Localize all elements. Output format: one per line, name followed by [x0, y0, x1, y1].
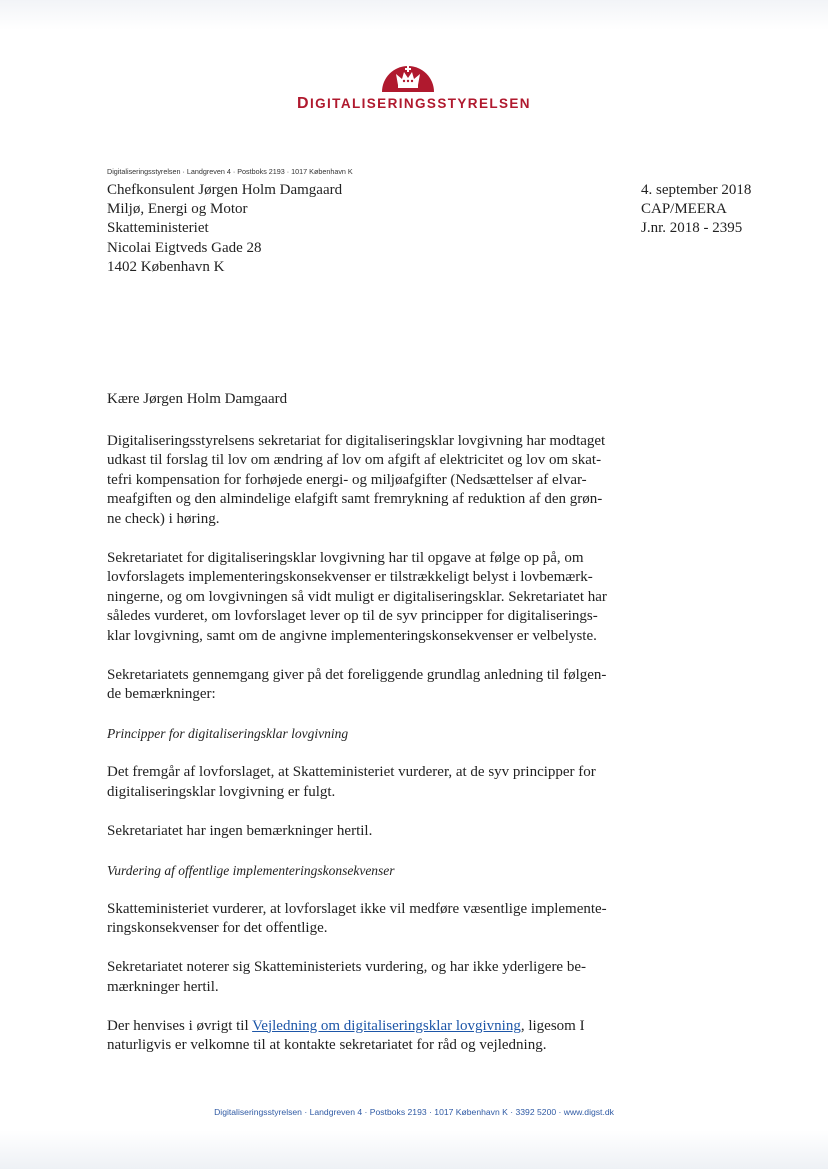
paragraph-no-remarks: Sekretariatet har ingen bemærkninger hertil. — [107, 822, 373, 839]
paragraph-assessment — [107, 900, 667, 939]
paragraph-notes — [107, 958, 667, 997]
crown-logo-icon — [380, 60, 436, 94]
paragraph-principles — [107, 763, 667, 802]
salutation: Kære Jørgen Holm Damgaard — [107, 391, 288, 407]
letter-initials: CAP/MEERA — [641, 201, 727, 218]
text-line: Sekretariatet for digitaliseringsklar lovgivning har til opgave at følge op på, om — [107, 549, 584, 566]
brand-name: DIGITALISERINGSSTYRELSEN — [297, 95, 531, 112]
sender-address-line: Digitaliseringsstyrelsen · Landgreven 4 · Postboks 2193 · 1017 København K — [107, 167, 353, 176]
section-heading: Vurdering af offentlige implementeringskonsekvenser — [107, 862, 395, 878]
text-line: tefri kompensation for forhøjede energi- og miljøafgifter (Nedsættelser af elvar- — [107, 471, 587, 488]
text-line: udkast til forslag til lov om ændring af lov om afgift af elektricitet og lov om skat- — [107, 452, 602, 468]
paragraph-closing — [107, 1017, 667, 1056]
letter-date: 4. september 2018 — [641, 182, 752, 198]
text-line: naturligvis er velkomne til at kontakte sekretariatet for råd og vejledning. — [107, 1037, 547, 1053]
recipient-line: Chefkonsulent Jørgen Holm Damgaard — [107, 182, 343, 198]
text-line: Det fremgår af lovforslaget, at Skatteministeriet vurderer, at de syv principper for — [107, 764, 596, 780]
recipient-line: Nicolai Eigtveds Gade 28 — [107, 239, 262, 256]
letter-body — [107, 390, 667, 1056]
recipient-line: 1402 København K — [107, 258, 225, 275]
recipient-line: Skatteministeriet — [107, 220, 209, 237]
paragraph-review — [107, 666, 667, 705]
text-line: mærkninger hertil. — [107, 978, 219, 995]
guidance-link[interactable]: Vejledning om digitaliseringsklar lovgivning — [252, 1017, 521, 1034]
text-line: ringskonsekvenser for det offentlige. — [107, 920, 328, 936]
recipient-address — [107, 181, 342, 277]
text-line: Skatteministeriet vurderer, at lovforslaget ikke vil medføre væsentlige implemente- — [107, 900, 607, 917]
text-line: således vurderet, om lovforslaget lever op til de syv principper for digitaliserings- — [107, 608, 598, 624]
text-line: Sekretariatet noterer sig Skatteministeriets vurdering, og har ikke yderligere be- — [107, 959, 586, 975]
text-line: Digitaliseringsstyrelsens sekretariat for digitaliseringsklar lovgivning har modtaget — [107, 432, 606, 449]
journal-number: J.nr. 2018 - 2395 — [641, 220, 743, 237]
text-line: Der henvises i øvrigt til Vejledning om digitaliseringsklar lovgivning, ligesom I — [107, 1017, 585, 1034]
text-line: lovforslagets implementeringskonsekvenser er tilstrækkeligt belyst i lovbemærk- — [107, 569, 593, 585]
text-line: klar lovgivning, samt om de angivne implementeringskonsekvenser er velbelyste. — [107, 627, 597, 644]
text-line: de bemærkninger: — [107, 686, 216, 702]
letter-meta — [641, 181, 751, 239]
text-line: Sekretariatets gennemgang giver på det foreliggende grundlag anledning til følgen- — [107, 666, 607, 683]
paragraph-task — [107, 549, 667, 647]
footer-address: Digitaliseringsstyrelsen · Landgreven 4 · Postboks 2193 · 1017 København K · 3392 5200 · www.digst.dk — [214, 1107, 614, 1117]
text-line: ningerne, og om lovgivningen så vidt muligt er digitaliseringsklar. Sekretariatet har — [107, 588, 607, 605]
text-line: meafgiften og den almindelige elafgift samt fremrykning af reduktion af den grøn- — [107, 491, 603, 507]
recipient-line: Miljø, Energi og Motor — [107, 201, 248, 218]
text-line: digitaliseringsklar lovgivning er fulgt. — [107, 783, 336, 800]
text-line: ne check) i høring. — [107, 510, 220, 527]
section-heading: Principper for digitaliseringsklar lovgivning — [107, 726, 349, 741]
paragraph-intro — [107, 432, 667, 530]
